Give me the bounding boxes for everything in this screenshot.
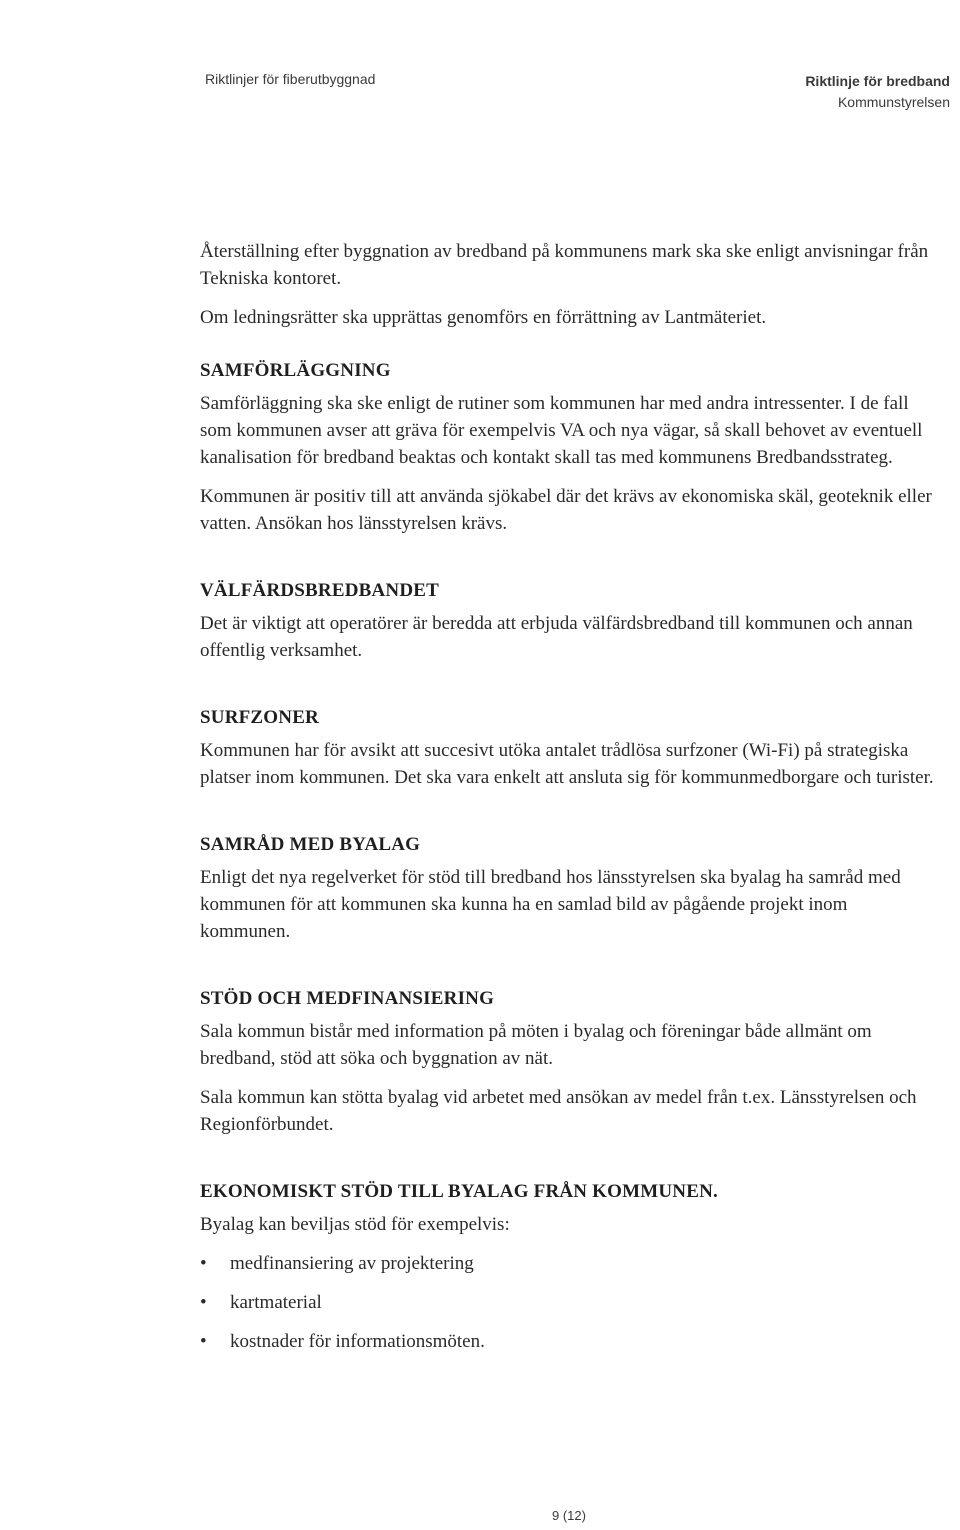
surfzoner-paragraph: Kommunen har för avsikt att succesivt utöka antalet trådlösa surfzoner (Wi-Fi) på strategiska platser inom kommunen. Det ska vara enkelt att ansluta sig för kommunmedborgare och turister. [200, 740, 934, 788]
heading-surfzoner: SURFZONER [200, 707, 319, 728]
header-guideline-title: Riktlinje för bredband [805, 73, 950, 89]
intro-paragraph-wayleave: Om ledningsrätter ska upprättas genomförs en förrättning av Lantmäteriet. [200, 307, 767, 328]
intro-paragraph-restoration: Återställning efter byggnation av bredband på kommunens mark ska ske enligt anvisningar från Tekniska kontoret. [200, 241, 929, 289]
list-item [200, 1328, 940, 1355]
header-right-block [805, 71, 950, 113]
stod-paragraph-1: Sala kommun bistår med information på möten i byalag och föreningar både allmänt om bredband, stöd att söka och byggnation av nät. [200, 1021, 872, 1069]
header-document-title: Riktlinjer för fiberutbyggnad [205, 71, 376, 87]
bullet-icon: • [200, 1253, 207, 1274]
page-number: 9 (12) [552, 1508, 586, 1523]
list-item [200, 1250, 940, 1277]
heading-samforlaggning: SAMFÖRLÄGGNING [200, 360, 391, 381]
list-item-text: medfinansiering av projektering [230, 1253, 474, 1274]
list-item [200, 1289, 940, 1316]
list-item-text: kartmaterial [230, 1292, 322, 1313]
samforlaggning-paragraph-1: Samförläggning ska ske enligt de rutiner som kommunen har med andra intressenter. I de fall som kommunen avser att gräva för exempelvis VA och nya vägar, så skall behovet av eventuell kanalisation för bredband beaktas och kontakt skall tas med kommunens Bredbandsstrateg. [200, 393, 923, 468]
list-item-text: kostnader för informationsmöten. [230, 1331, 485, 1352]
heading-ekonomiskt-stod: EKONOMISKT STÖD TILL BYALAG FRÅN KOMMUNEN. [200, 1181, 718, 1202]
support-list [200, 1250, 940, 1355]
heading-valfardsbredbandet: VÄLFÄRDSBREDBANDET [200, 580, 440, 601]
valfard-paragraph: Det är viktigt att operatörer är beredda att erbjuda välfärdsbredband till kommunen och annan offentlig verksamhet. [200, 613, 913, 661]
samrad-paragraph: Enligt det nya regelverket för stöd till bredband hos länsstyrelsen ska byalag ha samråd med kommunen för att kommunen ska kunna ha en samlad bild av pågående projekt inom kommunen. [200, 867, 901, 942]
bullet-icon: • [200, 1292, 207, 1313]
stod-paragraph-2: Sala kommun kan stötta byalag vid arbetet med ansökan av medel från t.ex. Länsstyrelsen och Regionförbundet. [200, 1087, 917, 1135]
heading-stod-och-medfinansiering: STÖD OCH MEDFINANSIERING [200, 988, 495, 1009]
ekonomiskt-paragraph: Byalag kan beviljas stöd för exempelvis: [200, 1214, 510, 1235]
heading-samrad-med-byalag: SAMRÅD MED BYALAG [200, 834, 421, 855]
header-department: Kommunstyrelsen [837, 94, 950, 110]
bullet-icon: • [200, 1331, 207, 1352]
document-body [200, 238, 940, 1367]
samforlaggning-paragraph-2: Kommunen är positiv till att använda sjökabel där det krävs av ekonomiska skäl, geoteknik eller vatten. Ansökan hos länsstyrelsen krävs. [200, 486, 932, 534]
